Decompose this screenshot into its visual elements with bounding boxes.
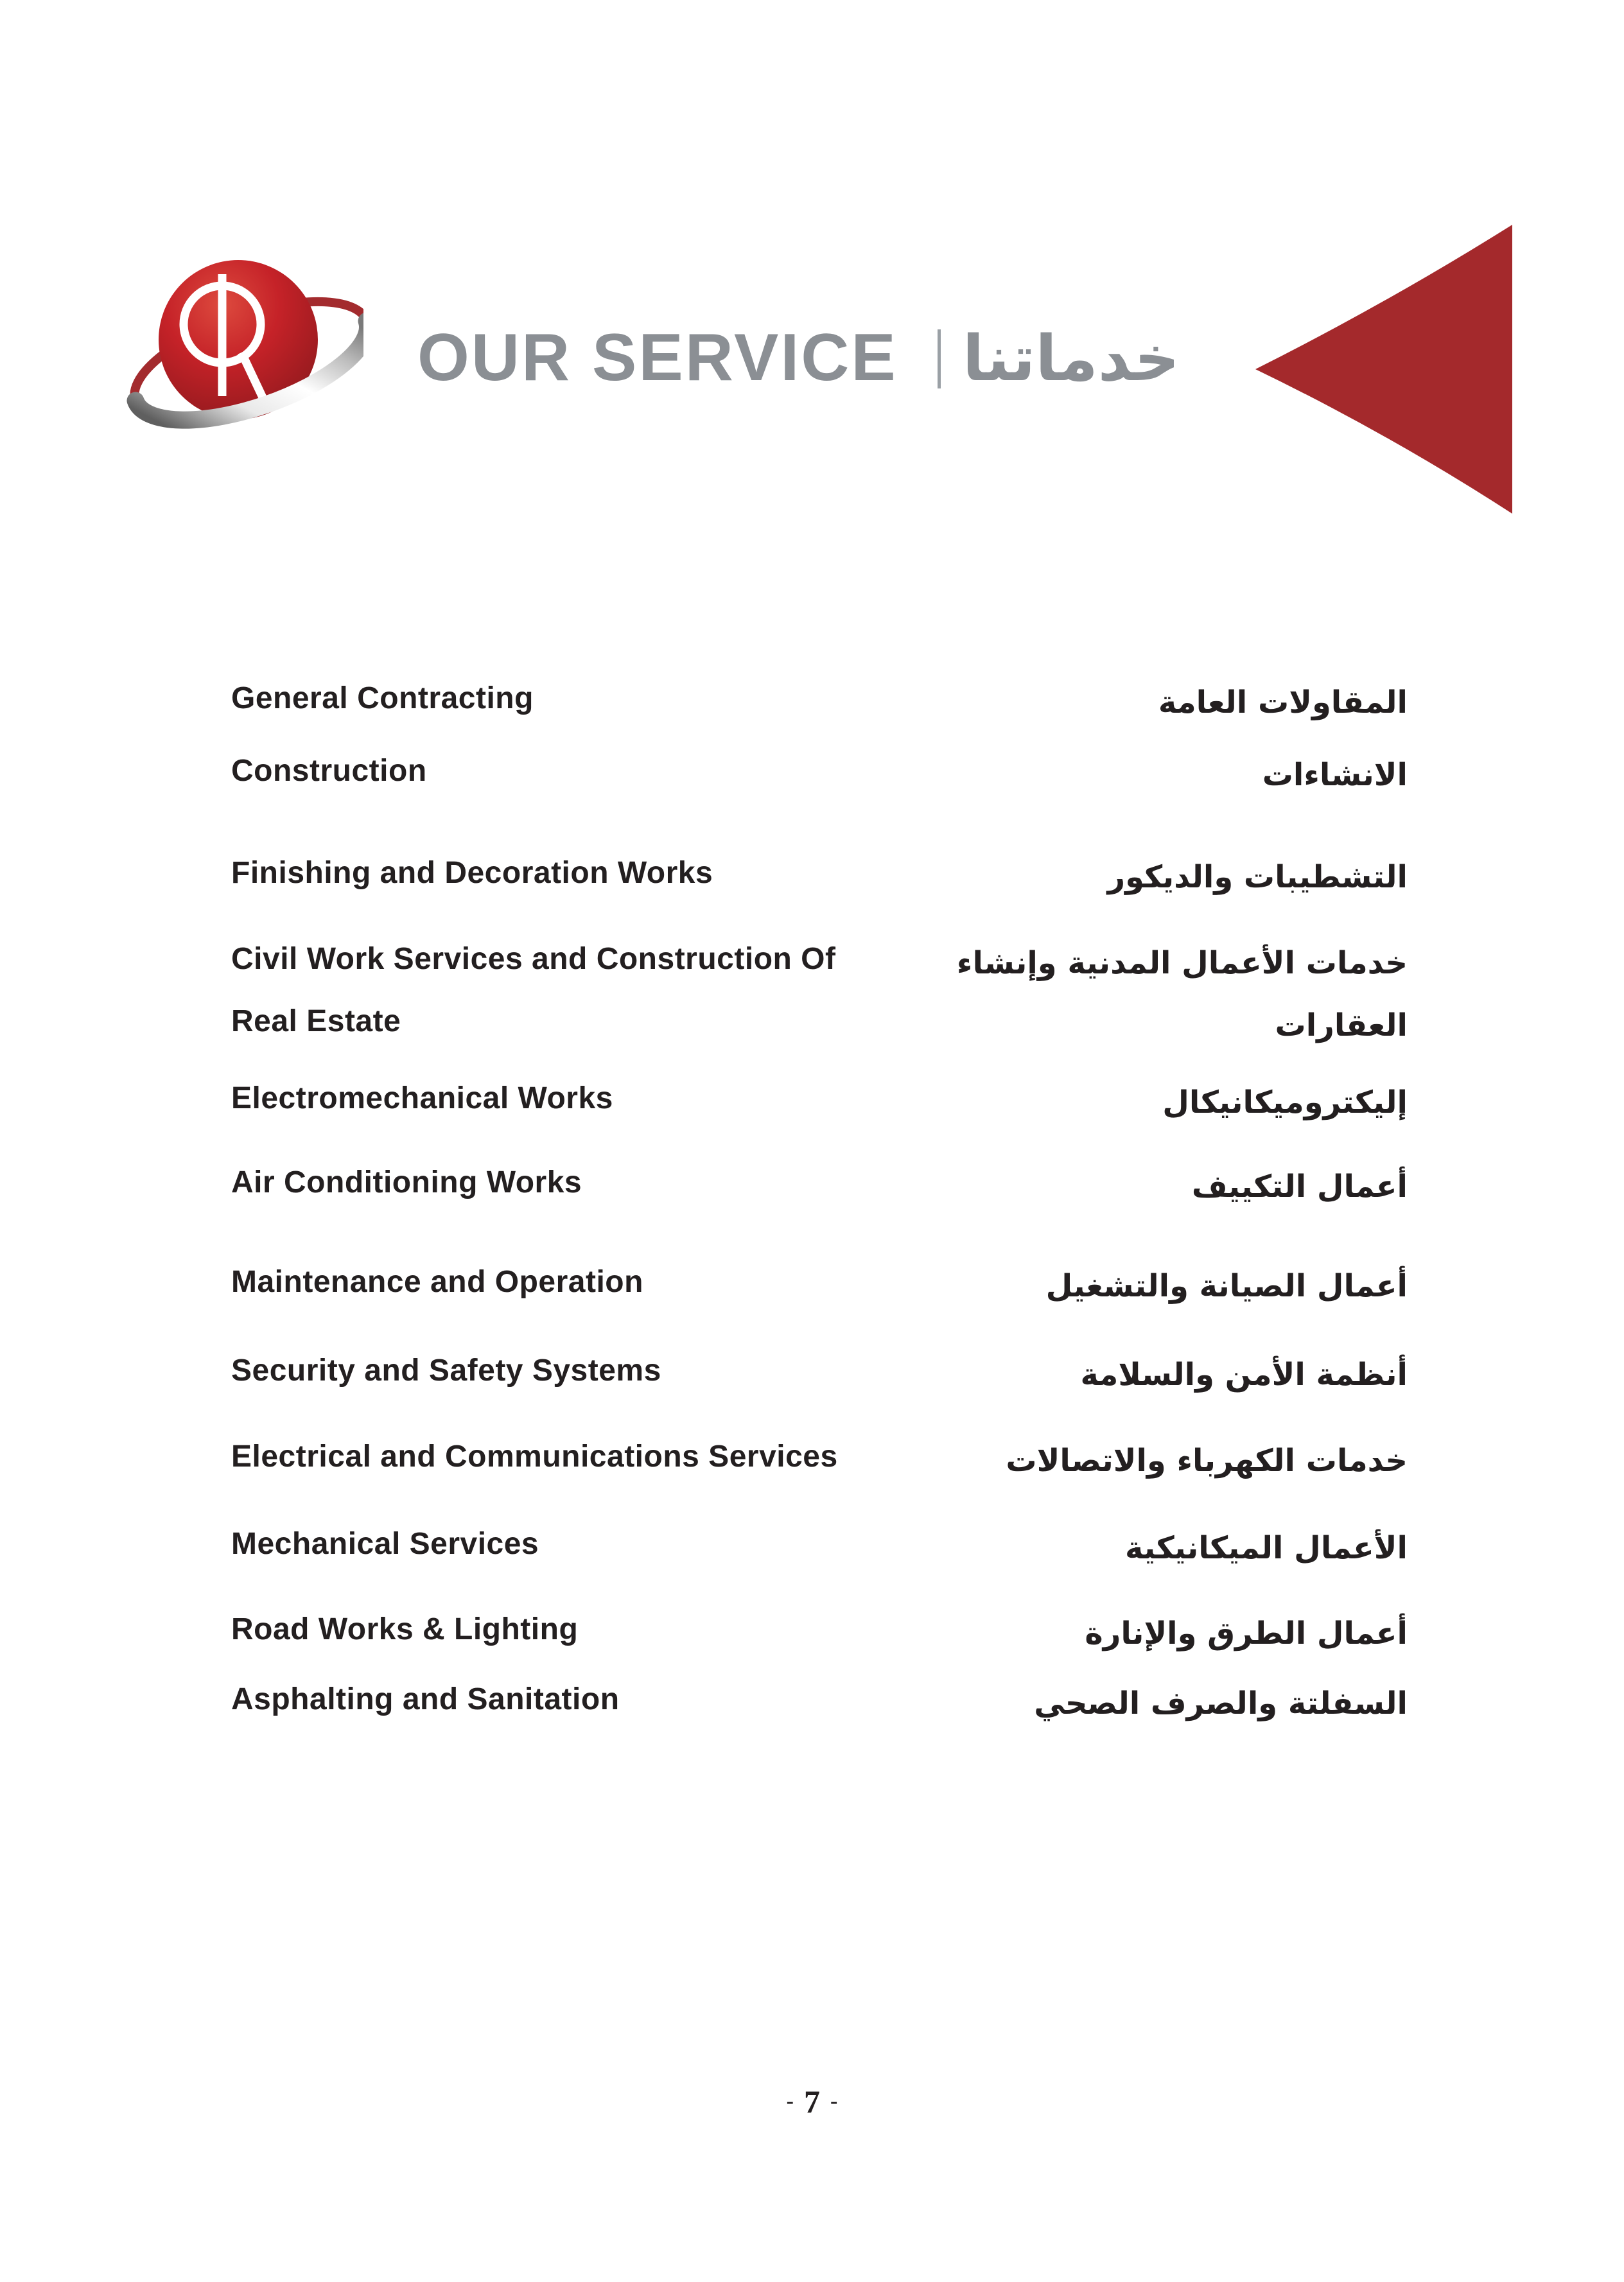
- service-label-ar: أعمال الطرق والإنارة: [1085, 1616, 1408, 1651]
- service-label-en: Civil Work Services and Construction Of: [231, 942, 836, 976]
- service-label-ar: المقاولات العامة: [1158, 684, 1408, 720]
- left-pointing-triangle-icon: [1252, 222, 1515, 517]
- service-row: [231, 1077, 1408, 1120]
- service-row: [231, 1000, 1408, 1043]
- service-label-en: Real Estate: [231, 1004, 401, 1038]
- service-label-ar: خدمات الأعمال المدنية وإنشاء: [956, 945, 1408, 981]
- service-row: [231, 851, 1408, 895]
- title-divider: [938, 329, 941, 388]
- service-label-en: Asphalting and Sanitation: [231, 1682, 620, 1716]
- service-label-en: Electromechanical Works: [231, 1081, 613, 1115]
- service-label-ar: أعمال الصيانة والتشغيل: [1045, 1268, 1408, 1304]
- service-label-ar: خدمات الكهرباء والاتصالات: [1006, 1443, 1408, 1479]
- page-footer: [0, 2086, 1624, 2118]
- service-row: [231, 1678, 1408, 1721]
- service-label-ar: العقارات: [1275, 1007, 1408, 1043]
- service-row: [231, 937, 1408, 981]
- service-label-ar: الانشاءات: [1262, 757, 1408, 793]
- service-label-en: Finishing and Decoration Works: [231, 856, 713, 890]
- service-label-ar: أعمال التكييف: [1191, 1169, 1408, 1205]
- service-label-ar: إليكتروميكانيكال: [1162, 1084, 1408, 1120]
- footer-dash-left: -: [786, 2089, 794, 2113]
- service-label-en: General Contracting: [231, 681, 534, 715]
- page-number: 7: [804, 2084, 820, 2120]
- service-label-en: Electrical and Communications Services: [231, 1440, 838, 1474]
- page-title-ar: خدماتنا: [962, 322, 1180, 396]
- service-label-ar: السفلتة والصرف الصحي: [1034, 1685, 1408, 1721]
- service-label-ar: الأعمال الميكانيكية: [1125, 1530, 1408, 1566]
- service-row: [231, 1349, 1408, 1393]
- service-label-ar: التشطيبات والديكور: [1107, 859, 1408, 895]
- page-title: [417, 320, 1180, 396]
- service-label-en: Mechanical Services: [231, 1527, 539, 1561]
- service-label-en: Air Conditioning Works: [231, 1165, 582, 1199]
- service-row: [231, 1161, 1408, 1205]
- service-label-ar: أنظمة الأمن والسلامة: [1080, 1357, 1408, 1393]
- company-logo-icon: [126, 255, 363, 448]
- footer-dash-right: -: [830, 2089, 838, 2113]
- service-label-en: Maintenance and Operation: [231, 1265, 643, 1299]
- service-row: [231, 1608, 1408, 1651]
- service-row: [231, 677, 1408, 720]
- service-row: [231, 1522, 1408, 1566]
- service-label-en: Road Works & Lighting: [231, 1612, 579, 1646]
- service-row: [231, 1435, 1408, 1479]
- page-title-en: OUR SERVICE: [417, 320, 898, 395]
- service-row: [231, 749, 1408, 793]
- service-label-en: Security and Safety Systems: [231, 1354, 661, 1388]
- service-label-en: Construction: [231, 754, 427, 788]
- service-row: [231, 1260, 1408, 1304]
